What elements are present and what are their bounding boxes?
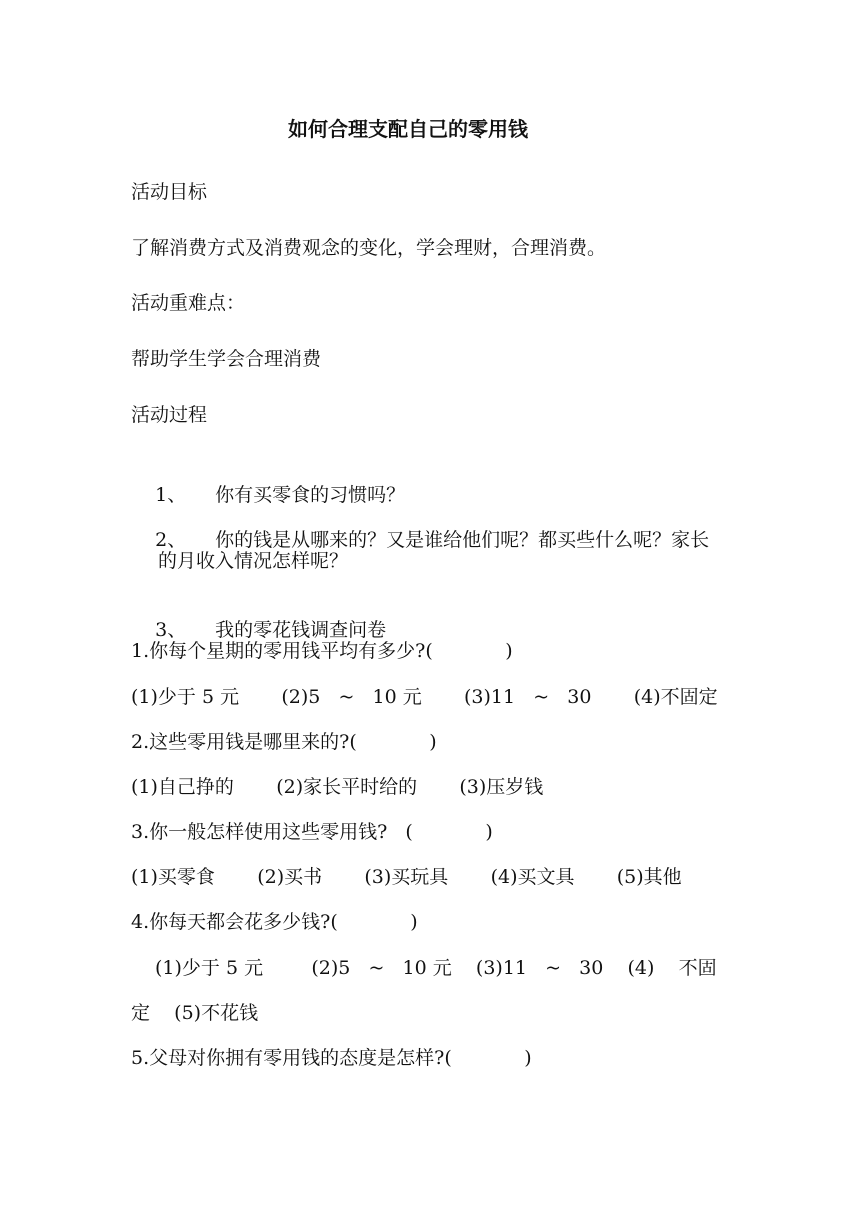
question-options: (1)买零食 (2)买书 (3)买玩具 (4)买文具 (5)其他 [131,866,682,888]
key-text: 帮助学生学会合理消费 [131,348,322,370]
process-heading: 活动过程 [131,404,208,426]
document-title: 如何合理支配自己的零用钱 [288,117,528,141]
step-number: 1、 [155,484,187,506]
question-options-continuation: 定 (5)不花钱 [131,1002,259,1024]
key-heading: 活动重难点： [131,292,246,314]
question-text: 1.你每个星期的零用钱平均有多少?( ) [131,640,513,662]
step-text: 你的钱是从哪来的？又是谁给他们呢？都买些什么呢？家长 [215,529,710,551]
step-text: 我的零花钱调查问卷 [215,619,387,641]
step-continuation: 的月收入情况怎样呢？ [158,550,349,572]
question-options: (1)自己挣的 (2)家长平时给的 (3)压岁钱 [131,776,544,798]
goal-heading: 活动目标 [131,181,208,203]
goal-text: 了解消费方式及消费观念的变化，学会理财，合理消费。 [131,237,607,259]
question-text: 5.父母对你拥有零用钱的态度是怎样?( ) [131,1047,532,1069]
question-text: 3.你一般怎样使用这些零用钱? ( ) [131,821,493,843]
step-number: 2、 [155,529,187,551]
question-text: 4.你每天都会花多少钱?( ) [131,911,418,933]
question-options: (1)少于 5 元 (2)5 ~ 10 元 (3)11 ~ 30 (4) 不固 [155,957,717,979]
step-number: 3、 [155,619,187,641]
step-text: 你有买零食的习惯吗？ [215,484,406,506]
question-options: (1)少于 5 元 (2)5 ~ 10 元 (3)11 ~ 30 (4)不固定 [131,686,718,708]
question-text: 2.这些零用钱是哪里来的?( ) [131,731,437,753]
